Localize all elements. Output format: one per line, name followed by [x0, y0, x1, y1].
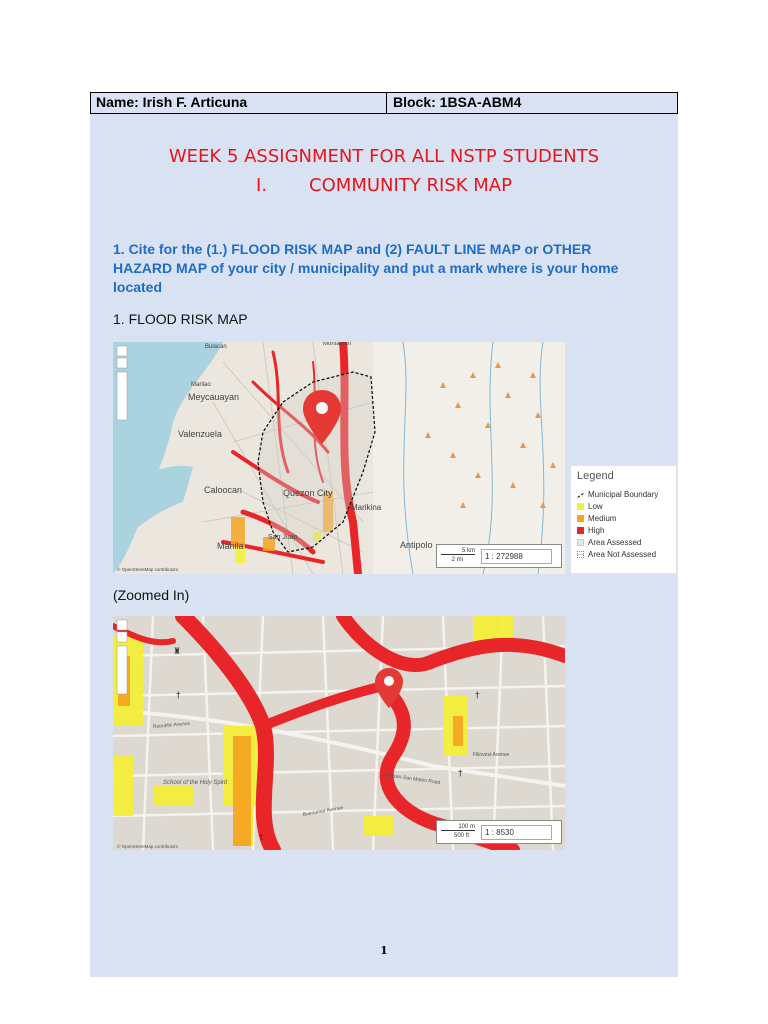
legend-item-medium: Medium [577, 512, 670, 524]
map1-place-valenzuela: Valenzuela [178, 429, 222, 439]
map1-scale-bottom: 2 mi [451, 557, 463, 563]
student-name: Name: Irish F. Articuna [91, 93, 387, 113]
map2-street-republic: Republic Avenue [152, 720, 191, 730]
map2-scale-bottom: 500 ft [453, 833, 469, 839]
assessed-swatch-icon [577, 539, 584, 546]
map1-place-manila: Manila [217, 541, 244, 551]
map1-place-antipolo: Antipolo [400, 540, 433, 550]
svg-text:♜: ♜ [173, 647, 182, 657]
legend-title: Legend [577, 470, 614, 482]
legend-item-assessed: Area Assessed [577, 536, 670, 548]
svg-text:†: † [259, 833, 264, 843]
instruction-text: 1. Cite for the (1.) FLOOD RISK MAP and (2) FAULT LINE MAP or OTHER HAZARD MAP of your city / municipality and put a mark where is your home located [113, 241, 619, 295]
legend-item-high: High [577, 524, 670, 536]
map1-place-marikina: Marikina [351, 503, 382, 512]
map1-place-quezon-city: Quezon City [283, 488, 333, 498]
legend-item-low: Low [577, 500, 670, 512]
map1-place-caloocan: Caloocan [204, 485, 243, 495]
medium-swatch-icon [577, 515, 584, 522]
map1-place-montalban: Montalban [323, 342, 352, 347]
student-block: Block: 1BSA-ABM4 [393, 94, 522, 110]
student-info-table [90, 92, 678, 114]
flood-risk-map [113, 342, 565, 574]
zoomed-in-label: (Zoomed In) [113, 587, 190, 603]
boundary-swatch-icon [577, 493, 583, 498]
section-number: I. [256, 175, 268, 196]
map2-poi-school: School of the Holy Spirit [163, 780, 228, 786]
svg-text:†: † [475, 691, 480, 701]
zoomed-flood-map [113, 616, 565, 850]
section-title [90, 175, 678, 196]
map2-street-filinvest: Filinvest Avenue [473, 752, 510, 758]
legend-item-not-assessed: Area Not Assessed [577, 548, 670, 560]
assignment-title: WEEK 5 ASSIGNMENT FOR ALL NSTP STUDENTS [168, 146, 600, 167]
map-legend [570, 465, 677, 574]
map2-scale-top: 100 m [441, 824, 475, 831]
svg-text:†: † [176, 691, 181, 701]
map1-place-meycauayan: Meycauayan [188, 392, 240, 402]
flood-map-heading: 1. FLOOD RISK MAP [113, 311, 248, 327]
map2-scale-box [436, 820, 562, 844]
map1-place-marilao: Marilao [191, 382, 211, 388]
low-swatch-icon [577, 503, 584, 510]
map1-place-bulacan: Bulacan [205, 344, 227, 350]
map1-scale-top: 5 km [441, 548, 475, 555]
high-swatch-icon [577, 527, 584, 534]
map2-attribution: © OpenStreetMap contributors [117, 844, 179, 849]
map1-place-san-juan: San Juan [268, 534, 298, 541]
map1-scale-box [436, 544, 562, 568]
section-title-text: COMMUNITY RISK MAP [309, 175, 512, 196]
map2-scale-select[interactable]: 1 : 8530 [481, 825, 552, 840]
legend-item-boundary: Municipal Boundary [577, 488, 670, 500]
svg-text:†: † [458, 769, 463, 779]
map2-street-batasan: Batasan-San Mateo Road [382, 772, 441, 786]
map1-attribution: © OpenStreetMap contributors [117, 567, 179, 572]
not-assessed-swatch-icon [577, 551, 584, 558]
map2-street-buenamar: Buenamar Avenue [302, 804, 344, 818]
page-number: 1 [380, 944, 388, 957]
map1-scale-select[interactable]: 1 : 272988 [481, 549, 552, 564]
